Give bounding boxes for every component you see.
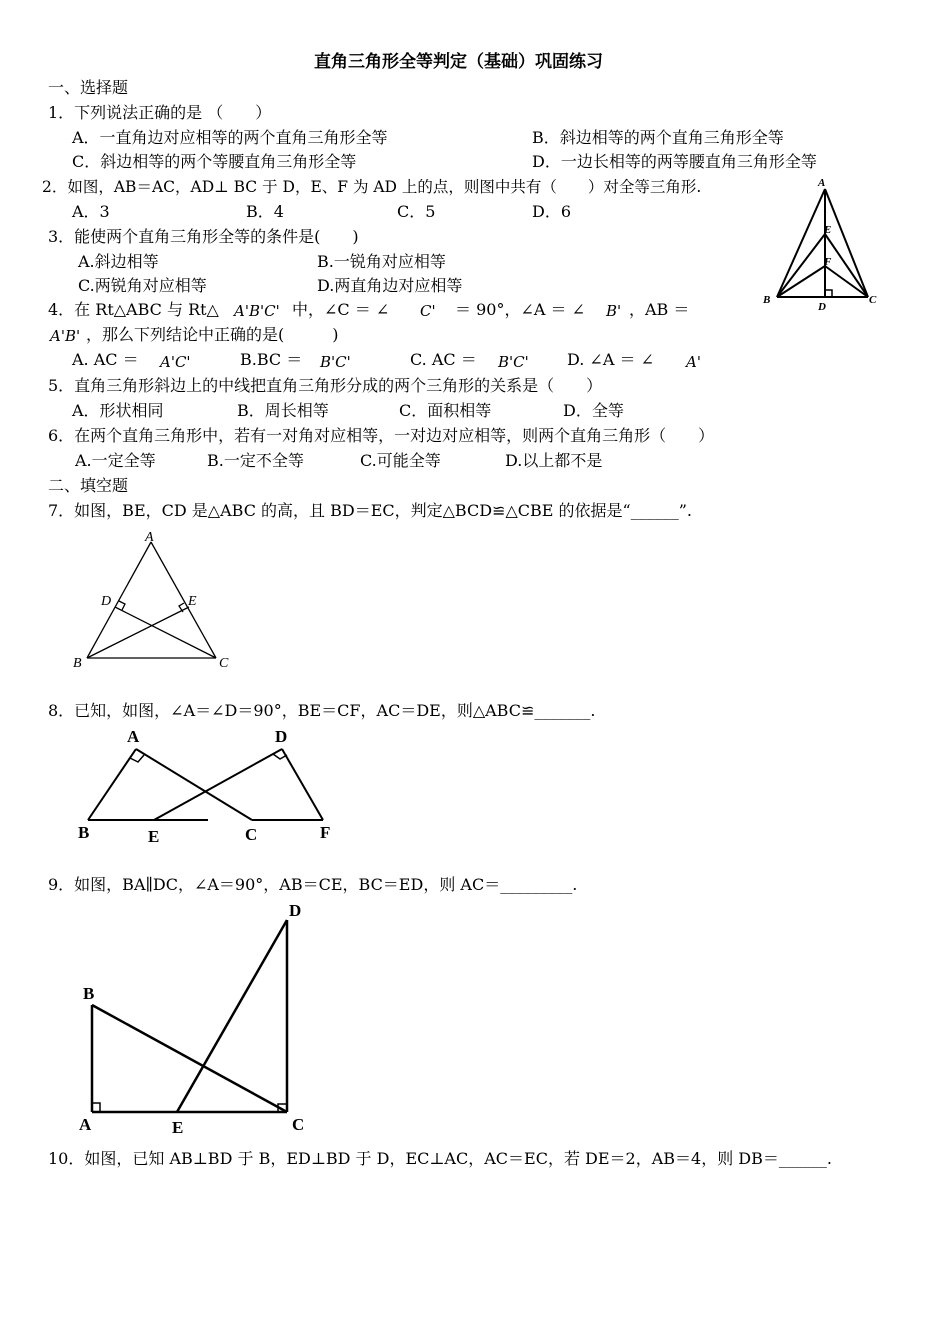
- q10-stem: 10．如图，已知 AB⊥BD 于 B，ED⊥BD 于 D，EC⊥AC，AC＝EC，若 DE＝2，AB＝4，则 DB＝______.: [48, 1149, 832, 1168]
- q6-option-b: B.一定不全等: [207, 451, 304, 470]
- q3-option-b: B.一锐角对应相等: [317, 252, 446, 271]
- q6-option-d: D.以上都不是: [505, 451, 603, 470]
- q7-label-c: C: [219, 656, 229, 671]
- q2-label-b: B: [763, 294, 771, 306]
- q4-option-b: B.BC ＝: [240, 350, 303, 369]
- q4-option-a: A. AC ＝: [72, 350, 139, 369]
- q5-option-d: D．全等: [563, 401, 624, 420]
- q4-option-c-value: B'C': [498, 353, 529, 371]
- q2-stem: 2．如图，AB＝AC，AD⊥ BC 于 D，E、F 为 AD 上的点，则图中共有（ ）对全等三角形.: [42, 178, 702, 196]
- page-title: 直角三角形全等判定（基础）巩固练习: [314, 52, 603, 72]
- q2-label-a: A: [818, 177, 826, 189]
- q1-stem: 1．下列说法正确的是 （ ）: [48, 103, 272, 122]
- q4-line1-part3: ＝ 90°，∠A ＝ ∠: [455, 300, 585, 319]
- section-choice-heading: 一、选择题: [48, 78, 129, 97]
- q9-label-b: B: [83, 984, 95, 1003]
- q4-line2-part: ，那么下列结论中正确的是( ): [86, 325, 339, 344]
- q9-label-c: C: [292, 1115, 305, 1134]
- q1-option-b: B．斜边相等的两个直角三角形全等: [532, 128, 784, 147]
- q6-option-c: C.可能全等: [360, 451, 441, 470]
- q4-line1-part4: ，AB ＝: [629, 300, 690, 319]
- q5-option-c: C．面积相等: [399, 401, 492, 420]
- q9-label-d: D: [289, 901, 302, 920]
- q4-line1-prime-c: C': [420, 302, 436, 320]
- q9-figure: [75, 895, 325, 1140]
- q2-label-c: C: [869, 294, 877, 306]
- q9-label-e: E: [172, 1118, 184, 1137]
- q4-option-d: D. ∠A ＝ ∠: [567, 350, 654, 369]
- q9-label-a: A: [79, 1115, 92, 1134]
- q4-option-b-value: B'C': [320, 353, 351, 371]
- q7-figure: [65, 525, 240, 675]
- q4-line1-prime-b: B': [606, 302, 622, 320]
- q3-option-d: D.两直角边对应相等: [317, 276, 463, 295]
- q4-line1-part2: 中，∠C ＝ ∠: [292, 300, 390, 319]
- q9-stem: 9．如图，BA∥DC，∠A＝90°，AB＝CE，BC＝ED，则 AC＝_________.: [48, 875, 578, 894]
- q8-label-f: F: [320, 823, 331, 842]
- q1-option-d: D．一边长相等的两等腰直角三角形全等: [532, 152, 817, 171]
- q8-label-d: D: [275, 727, 288, 746]
- q2-label-e: E: [824, 224, 832, 236]
- q4-option-c: C. AC ＝: [410, 350, 477, 369]
- section-fill-heading: 二、填空题: [48, 476, 129, 495]
- q2-figure: [760, 172, 880, 312]
- q3-stem: 3．能使两个直角三角形全等的条件是( ): [48, 227, 359, 246]
- q2-option-c: C．5: [397, 202, 436, 221]
- q7-label-d: D: [101, 594, 112, 609]
- q8-figure: [70, 722, 350, 850]
- q3-option-a: A.斜边相等: [78, 252, 159, 271]
- q5-option-b: B．周长相等: [237, 401, 329, 420]
- q7-label-e: E: [188, 594, 197, 609]
- q4-option-d-value: A': [686, 353, 701, 371]
- q8-label-a: A: [127, 727, 140, 746]
- q5-stem: 5．直角三角形斜边上的中线把直角三角形分成的两个三角形的关系是（ ）: [48, 376, 603, 395]
- q7-label-a: A: [145, 530, 154, 545]
- q4-line2-prime-ab: A'B': [50, 327, 81, 345]
- q6-option-a: A.一定全等: [75, 451, 156, 470]
- q8-label-e: E: [148, 827, 160, 846]
- q1-option-a: A．一直角边对应相等的两个直角三角形全等: [72, 128, 388, 147]
- q8-label-b: B: [78, 823, 90, 842]
- q7-label-b: B: [73, 656, 82, 671]
- q3-option-c: C.两锐角对应相等: [78, 276, 207, 295]
- q7-stem: 7．如图，BE，CD 是△ABC 的高，且 BD＝EC，判定△BCD≌△CBE 的依据是“______”.: [48, 501, 692, 520]
- q1-option-c: C．斜边相等的两个等腰直角三角形全等: [72, 152, 357, 171]
- q8-stem: 8．已知，如图，∠A＝∠D＝90°，BE＝CF，AC＝DE，则△ABC≌_______.: [48, 701, 596, 720]
- q2-option-b: B．4: [246, 202, 284, 221]
- q4-option-a-value: A'C': [160, 353, 191, 371]
- q2-option-d: D．6: [532, 202, 572, 221]
- q8-label-c: C: [245, 825, 258, 844]
- q5-option-a: A．形状相同: [72, 401, 164, 420]
- q6-stem: 6．在两个直角三角形中，若有一对角对应相等，一对边对应相等，则两个直角三角形（ ）: [48, 426, 715, 445]
- q2-option-a: A．3: [72, 202, 110, 221]
- q2-label-d: D: [818, 301, 826, 313]
- q4-line1-part1: 4．在 Rt△ABC 与 Rt△: [48, 300, 219, 319]
- q4-line1-prime-triangle: A'B'C': [234, 302, 280, 320]
- q2-label-f: F: [824, 256, 832, 268]
